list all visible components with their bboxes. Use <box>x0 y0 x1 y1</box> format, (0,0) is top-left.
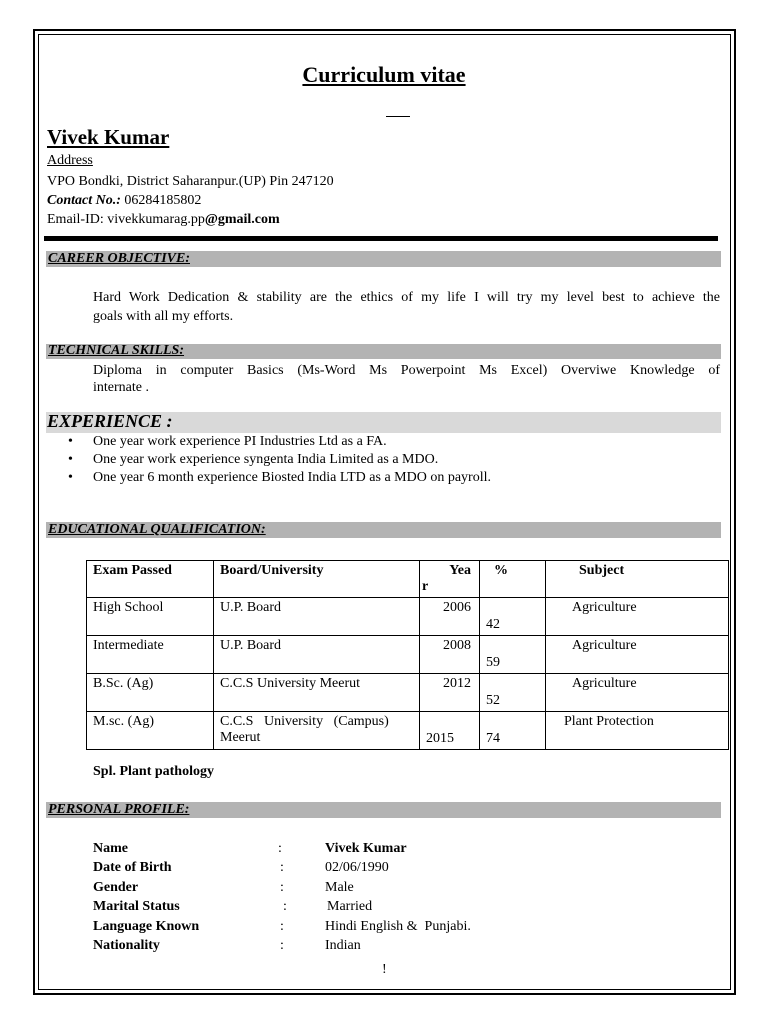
technical-line-2: internate . <box>93 380 149 395</box>
email-domain: @gmail.com <box>204 212 280 227</box>
address-text: VPO Bondki, District Saharanpur.(UP) Pin 247120 <box>47 174 334 189</box>
list-item: • One year work experience syngenta India Limited as a MDO. <box>68 452 439 467</box>
page-mark: ! <box>382 962 387 977</box>
career-line-1: Hard Work Dedication & stability are the ethics of my life I will try my level best to achieve the <box>93 290 720 305</box>
document-title: Curriculum vitae <box>302 62 466 87</box>
address-label: Address <box>47 153 93 168</box>
personal-heading: PERSONAL PROFILE: <box>48 802 190 817</box>
technical-heading: TECHNICAL SKILLS: <box>48 343 185 358</box>
list-item: • One year work experience PI Industries Ltd as a FA. <box>68 434 387 449</box>
header-board: Board/University <box>214 561 420 598</box>
contact-line <box>47 193 201 209</box>
bullet-icon: • <box>68 470 73 485</box>
bullet-icon: • <box>68 434 73 449</box>
header-year: Yea r <box>420 561 480 598</box>
contact-number: 06284185802 <box>120 193 202 208</box>
email-user: Email-ID: vivekkumarag.pp <box>47 212 205 227</box>
table-row: B.Sc. (Ag) C.C.S University Meerut 2012 52 Agriculture <box>87 674 729 712</box>
career-heading: CAREER OBJECTIVE: <box>48 251 190 266</box>
candidate-name: Vivek Kumar <box>47 125 170 149</box>
header-subject: Subject <box>546 561 729 598</box>
education-table <box>86 560 729 750</box>
table-row: High School U.P. Board 2006 42 Agriculture <box>87 598 729 636</box>
title-rule <box>386 116 410 117</box>
table-row: Intermediate U.P. Board 2008 59 Agriculture <box>87 636 729 674</box>
specialization: Spl. Plant pathology <box>93 764 214 779</box>
contact-label: Contact No.: <box>47 193 121 208</box>
bullet-icon: • <box>68 452 73 467</box>
header-percent: % <box>480 561 546 598</box>
email-line <box>47 212 280 228</box>
career-line-2: goals with all my efforts. <box>93 309 234 324</box>
career-objective-text <box>93 288 720 326</box>
experience-heading: EXPERIENCE : <box>47 411 173 431</box>
technical-line-1: Diploma in computer Basics (Ms-Word Ms Powerpoint Ms Excel) Overviwe Knowledge of <box>93 363 720 378</box>
experience-list <box>68 433 491 487</box>
header-exam: Exam Passed <box>87 561 214 598</box>
technical-skills-text <box>93 362 720 396</box>
education-heading: EDUCATIONAL QUALIFICATION: <box>48 522 266 537</box>
table-row: M.sc. (Ag) C.C.S University (Campus) Meerut 2015 74 Plant Protection <box>87 712 729 750</box>
header-divider <box>44 236 718 241</box>
table-header-row <box>87 561 729 598</box>
list-item: • One year 6 month experience Biosted India LTD as a MDO on payroll. <box>68 470 491 485</box>
